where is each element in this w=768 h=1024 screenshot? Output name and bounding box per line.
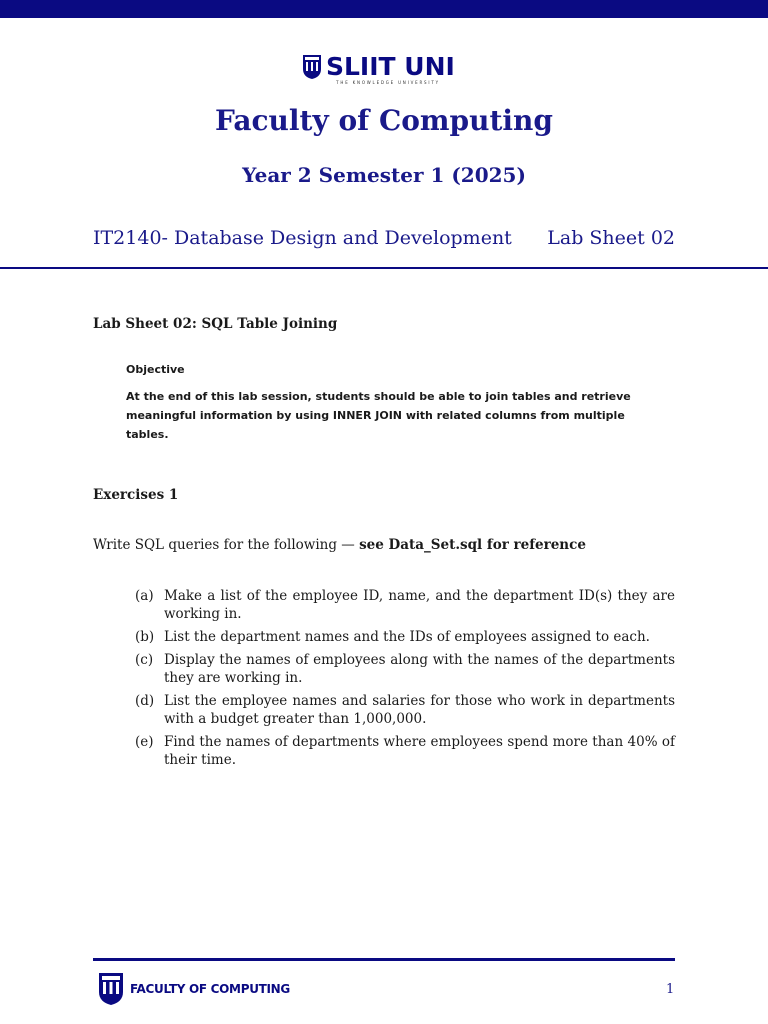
exercise-text: List the employee names and salaries for those who work in departments with a budget greater than 1,000,000.: [164, 693, 675, 727]
objective-section: [126, 363, 646, 444]
exercise-tag: (e): [135, 734, 154, 750]
exercise-item: [93, 651, 675, 687]
exercise-text: Make a list of the employee ID, name, and the department ID(s) they are working in.: [164, 588, 675, 622]
faculty-title: Faculty of Computing: [215, 104, 553, 137]
exercise-tag: (b): [135, 629, 155, 645]
sliit-uni-logo: [302, 54, 468, 90]
header-logo-area: [0, 54, 768, 90]
header-divider: [0, 267, 768, 269]
dataset-reference: see Data_Set.sql for reference: [359, 537, 586, 553]
exercise-list: [93, 587, 675, 774]
exercise-tag: (c): [135, 652, 154, 668]
footer-logo-text: FACULTY OF COMPUTING: [130, 982, 290, 996]
course-name: IT2140- Database Design and Development: [93, 227, 512, 249]
exercise-item: [93, 692, 675, 728]
footer-divider: [93, 958, 675, 961]
exercise-instruction: [93, 537, 586, 553]
lab-sheet-heading: Lab Sheet 02: SQL Table Joining: [93, 316, 338, 332]
page-number: 1: [666, 982, 675, 997]
lab-sheet-number: Lab Sheet 02: [547, 227, 675, 249]
logo-wordmark: SLIIT UNI: [326, 52, 455, 81]
logo-tagline: THE KNOWLEDGE UNIVERSITY: [336, 80, 440, 85]
exercise-text: Display the names of employees along with the names of the departments they are working in.: [164, 652, 675, 686]
crest-icon: [302, 54, 322, 80]
semester-heading: Year 2 Semester 1 (2025): [242, 163, 526, 187]
objective-label: Objective: [126, 363, 185, 376]
crest-icon: [98, 972, 124, 1006]
top-color-band: [0, 0, 768, 18]
exercise-text: List the department names and the IDs of employees assigned to each.: [164, 629, 650, 645]
course-line: [93, 227, 675, 253]
exercise-item: [93, 587, 675, 623]
objective-text: At the end of this lab session, students should be able to join tables and retrieve meaningful information by using INNER JOIN with related columns from multiple tables.: [126, 390, 631, 441]
exercise-item: [93, 733, 675, 769]
faculty-of-computing-logo: [98, 972, 298, 1006]
instruction-text: Write SQL queries for the following —: [93, 537, 360, 553]
exercise-item: [93, 628, 675, 646]
exercises-heading: Exercises 1: [93, 487, 179, 503]
exercise-tag: (d): [135, 693, 155, 709]
exercise-text: Find the names of departments where employees spend more than 40% of their time.: [164, 734, 675, 768]
exercise-tag: (a): [135, 588, 154, 604]
